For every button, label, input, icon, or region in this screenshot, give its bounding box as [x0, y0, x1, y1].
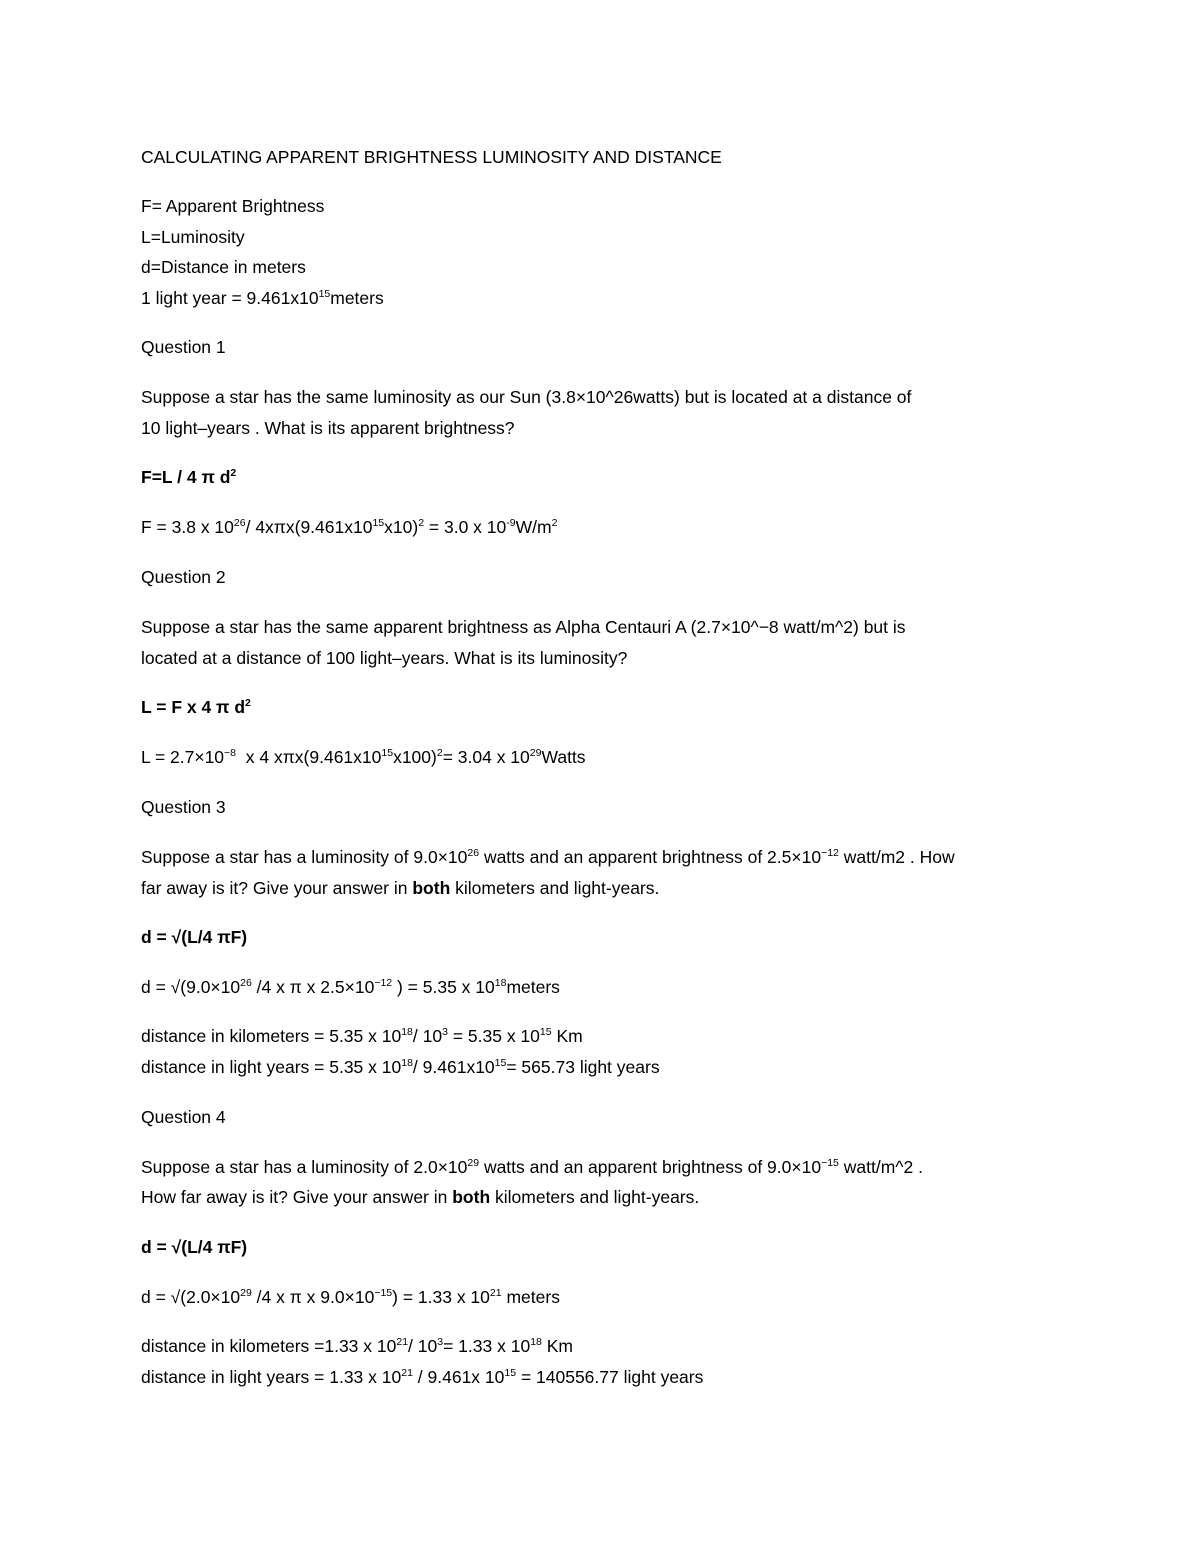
question-2-text-line-2: located at a distance of 100 light–years. What is its luminosity?: [141, 648, 628, 668]
definition-light-year: 1 light year = $9.461x10^{15}meters$: [141, 288, 384, 308]
definition-f: F= Apparent Brightness: [141, 196, 325, 216]
question-4-distance-km: distance in kilometers =1.33 x $10^{21}/$ $10^3= 1.33$ x $10^{18}$ Km: [141, 1336, 573, 1356]
definition-d: d=Distance in meters: [141, 257, 306, 277]
question-3-distance-km: distance in kilometers = 5.35 x $10^{18}/$ $10^3 = 5.35$ x $10^{15}$ Km: [141, 1026, 583, 1046]
question-3-formula: d = √(L/4 πF): [141, 927, 248, 947]
definition-l: L=Luminosity: [141, 227, 245, 247]
question-1-text-line-2: 10 light–years . What is its apparent brightness?: [141, 418, 515, 438]
question-4-text-line-2: How far away is it? Give your answer in both kilometers and light-years.: [141, 1187, 700, 1207]
document-title: CALCULATING APPARENT BRIGHTNESS LUMINOSITY AND DISTANCE: [141, 147, 722, 167]
question-4-text-line-1: Suppose a star has a luminosity of $2.0\times 10^{29}$ watts and an apparent brightness of $9.0\times 10^{-15}$ watt/m^2 .: [141, 1157, 923, 1177]
question-2-formula: L = F x 4 π $d^2$: [141, 697, 251, 717]
question-3-calculation: $d = √(9.0\times 10^{26}$ /4 x π x $2.5\times 10^{-12}$ ) = 5.35 x $10^{18}meters$: [141, 977, 560, 997]
question-1-heading: Question 1: [141, 337, 226, 357]
question-4-distance-ly: distance in light years = 1.33 x $10^{21} / 9.461x$ $10^{15} = 140556.77$ light years: [141, 1367, 704, 1387]
question-3-text-line-1: Suppose a star has a luminosity of $9.0\times 10^{26}$ watts and an apparent brightness of $2.5\times 10^{-12}$ watt/m2 . How: [141, 847, 955, 867]
question-4-heading: Question 4: [141, 1107, 226, 1127]
question-4-formula: d = √(L/4 πF): [141, 1237, 248, 1257]
question-2-text-line-1: Suppose a star has the same apparent brightness as Alpha Centauri A (2.7×10^−8 watt/m^2) but is: [141, 617, 906, 637]
question-3-distance-ly: distance in light years = 5.35 x $10^{18}/$ $9.461x10^{15}= 565.73$ light years: [141, 1057, 660, 1077]
question-1-text-line-1: Suppose a star has the same luminosity as our Sun (3.8×10^26watts) but is located at a distance of: [141, 387, 912, 407]
question-3-text-line-2: far away is it? Give your answer in both kilometers and light-years.: [141, 878, 660, 898]
question-3-heading: Question 3: [141, 797, 226, 817]
question-2-calculation: $L = 2.7\times 10^{-8}$ x 4 $x\pi x(9.461x10^{15}x100)^2= 3.04$ x $10^{29}Watts$: [141, 747, 586, 767]
question-1-formula: F=L / 4 π $d^2$: [141, 467, 237, 487]
question-4-calculation: $d = √(2.0\times 10^{29}$ /4 x π x $9.0\times 10^{-15}) = 1.33$ x $10^{21}$ meters: [141, 1287, 560, 1307]
question-2-heading: Question 2: [141, 567, 226, 587]
question-1-calculation: F = 3.8 x $10^{26}/$ $4x\pi x(9.461x10^{15}x10)^2 = 3.0$ x $10^{-9}W/m^2$: [141, 517, 558, 537]
